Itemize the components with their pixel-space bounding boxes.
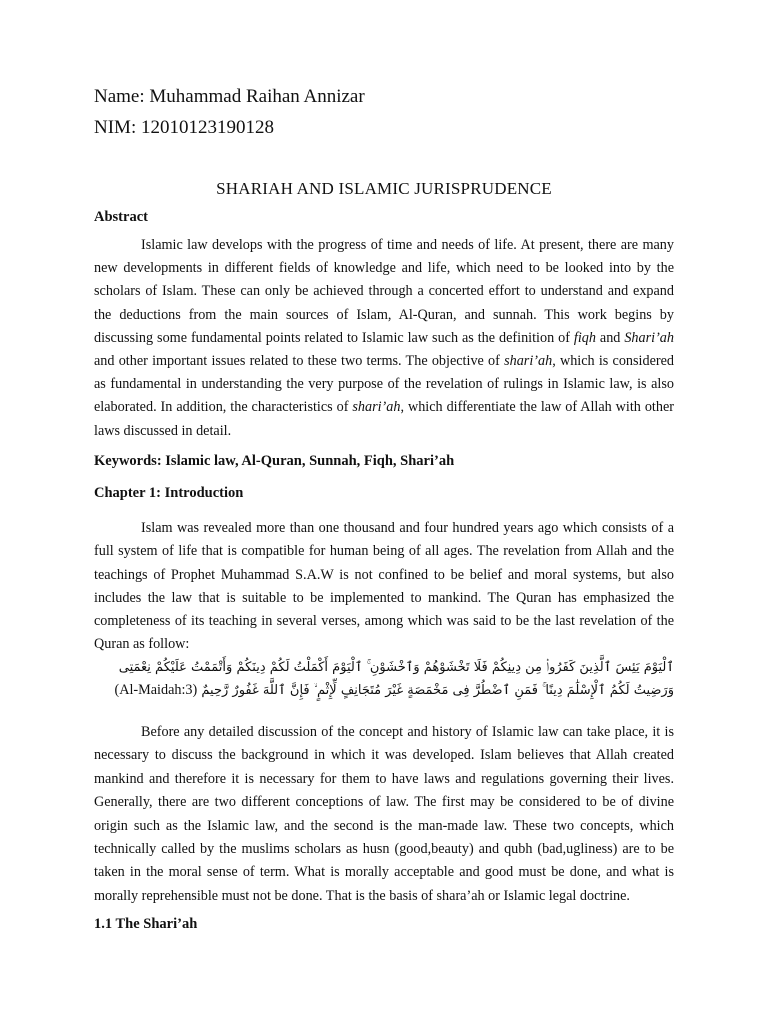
abstract-paragraph — [94, 234, 674, 443]
abstract-text-1: Islamic law develops with the progress of time and needs of life. At present, there are many new developments in different fields of knowledge and life, which need to be looked into by the scholars of Islam. These can only be achieved through a concerted effort to understand and expand the deductions from the main sources of Islam, Al-Quran, and sunnah. This work begins by discussing some fundamental points related to Islamic law such as the definition of — [94, 237, 674, 346]
background-paragraph: Before any detailed discussion of the concept and history of Islamic law can take place, it is necessary to discuss the background in which it was developed. Islam believes that Allah created mankind and therefore it is necessary for them to have laws and regulations governing their lives. Generally, there are two different conceptions of law. The first may be considered to be of divine origin such as the Islamic law, and the second is the man-made law. These two concepts, which technically called by the muslims scholars as husn (good,beauty) and qubh (bad,ugliness) are to be taken in the moral sense of term. What is morally acceptable and good must be done, and what is morally reprehensible must not be done. That is the basis of shara’ah or Islamic legal doctrine. — [94, 724, 674, 904]
author-name: Name: Muhammad Raihan Annizar — [94, 86, 365, 107]
term-shariah: shari’ah — [352, 399, 401, 416]
document-title: SHARIAH AND ISLAMIC JURISPRUDENCE — [216, 179, 552, 198]
chapter-heading: Chapter 1: Introduction — [94, 485, 244, 501]
abstract-text-and: and — [595, 329, 625, 346]
term-fiqh: fiqh — [573, 329, 596, 346]
term-shariah: shari’ah — [504, 353, 553, 370]
abstract-text-3: , which is considered as fundamental in understanding the very purpose of the revelation of rulings in Islamic law, is also elaborated. In addition, the characteristics of — [94, 353, 674, 416]
abstract-text-2: and other important issues related to these two terms. The objective of — [94, 353, 505, 370]
intro-paragraph: Islam was revealed more than one thousand and four hundred years ago which consists of a full system of life that is compatible for human being of all ages. The revelation from Allah and the teachings of Prophet Muhammad S.A.W is not confined to be belief and moral systems, but also includes the law that is suitable to be implemented to mankind. The Quran has emphasized the completeness of its teaching in several verses, among which was said to be the last revelation of the Quran as follow: — [94, 520, 674, 653]
quran-verse — [94, 657, 674, 702]
term-shariah: Shari’ah — [624, 329, 674, 346]
keywords-line: Keywords: Islamic law, Al-Quran, Sunnah, Fiqh, Shari’ah — [94, 453, 455, 469]
section-heading: 1.1 The Shari’ah — [94, 916, 198, 932]
student-id: NIM: 12010123190128 — [94, 117, 274, 138]
abstract-text-4: , which differentiate the law of Allah with other laws discussed in detail. — [94, 399, 674, 439]
verse-arabic-text: ٱلْيَوْمَ يَئِسَ ٱلَّذِينَ كَفَرُوا۟ مِن دِينِكُمْ فَلَا تَخْشَوْهُمْ وَٱخْشَوْنِ ۚ ٱلْيَوْمَ أَكْمَلْتُ لَكُمْ دِينَكُمْ وَأَتْمَمْتُ عَلَيْكُمْ نِعْمَتِى وَرَضِيتُ لَكُمُ ٱلْإِسْلَٰمَ دِينًا ۚ فَمَنِ ٱضْطُرَّ فِى مَخْمَصَةٍ غَيْرَ مُتَجَانِفٍ لِّإِثْمٍ ۙ فَإِنَّ ٱللَّهَ غَفُورٌ رَّحِيمٌ — [118, 660, 674, 698]
abstract-heading: Abstract — [94, 209, 148, 225]
verse-reference: (Al-Maidah:3) — [114, 682, 198, 698]
